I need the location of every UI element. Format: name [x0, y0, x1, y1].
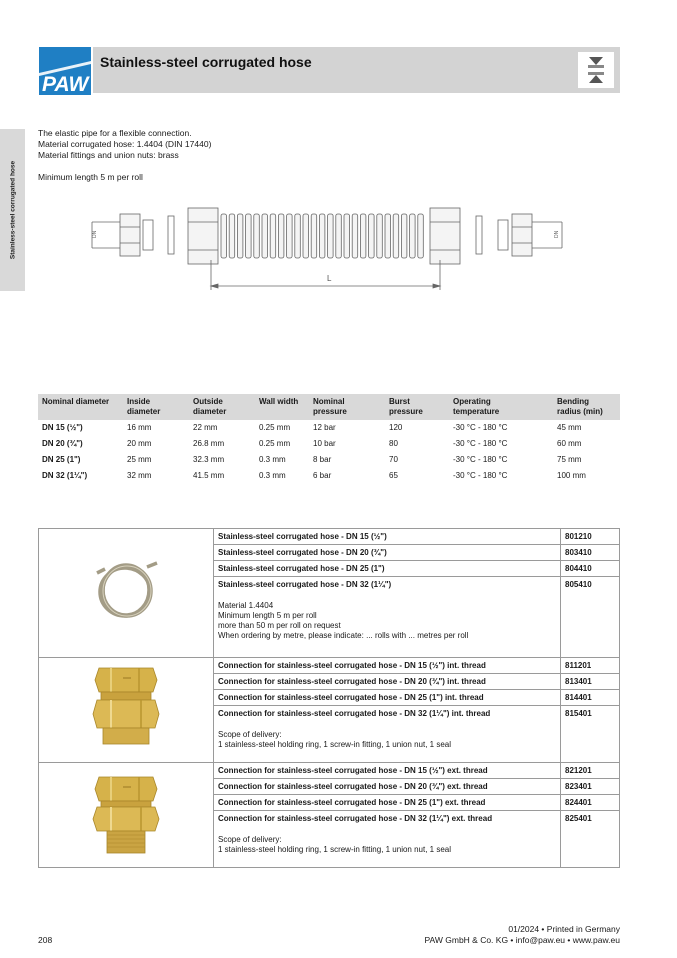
hose-rib — [369, 214, 375, 258]
hose-rib — [319, 214, 325, 258]
intro-line: The elastic pipe for a flexible connection. — [38, 128, 192, 138]
specs-cell: DN 15 (½") — [42, 423, 83, 432]
specs-header-cell: Inside diameter — [123, 394, 189, 420]
article-number: 805410 — [561, 577, 620, 658]
specs-cell: 65 — [389, 471, 398, 480]
specs-cell: 0.25 mm — [259, 439, 291, 448]
specs-cell: -30 °C - 180 °C — [453, 439, 508, 448]
specs-cell: 32.3 mm — [193, 455, 225, 464]
hose-rib — [295, 214, 301, 258]
product-name: Connection for stainless-steel corrugated hose - DN 20 (¾") int. thread — [214, 674, 561, 690]
intro-line: Minimum length 5 m per roll — [38, 172, 143, 182]
side-tab-label: Stainless-steel corrugated hose — [9, 160, 16, 260]
product-row — [39, 529, 620, 545]
product-description — [218, 601, 556, 647]
hose-rib — [410, 214, 416, 258]
dn-label-left: DN — [92, 230, 98, 238]
header-bar — [93, 47, 620, 93]
specs-cell: -30 °C - 180 °C — [453, 455, 508, 464]
specs-cell: 0.25 mm — [259, 423, 291, 432]
hose-rib — [418, 214, 424, 258]
article-number: 811201 — [561, 658, 620, 674]
length-label: L — [327, 274, 332, 283]
product-name: Connection for stainless-steel corrugated hose - DN 32 (1¼") ext. thread — [218, 814, 493, 823]
specs-cell: 41.5 mm — [193, 471, 225, 480]
specs-cell: 6 bar — [313, 471, 332, 480]
hose-rib — [246, 214, 252, 258]
specs-cell: 8 bar — [313, 455, 332, 464]
intro-line: Material fittings and union nuts: brass — [38, 150, 179, 160]
hose-rib — [237, 214, 243, 258]
desc-line: 1 stainless-steel holding ring, 1 screw-in fitting, 1 union nut, 1 seal — [218, 740, 452, 749]
specs-row — [38, 468, 620, 484]
hose-rib — [360, 214, 366, 258]
article-number: 803410 — [561, 545, 620, 561]
desc-line: more than 50 m per roll on request — [218, 621, 341, 630]
page-title: Stainless-steel corrugated hose — [100, 54, 312, 70]
hose-rib — [221, 214, 227, 258]
specs-cell: 75 mm — [557, 455, 582, 464]
product-name: Connection for stainless-steel corrugated hose - DN 32 (1¼") int. thread — [218, 709, 491, 718]
specs-header-cell: Nominal diameter — [38, 394, 123, 420]
hose-rib — [344, 214, 350, 258]
specs-header-cell: Burst pressure — [385, 394, 449, 420]
hose-rib — [328, 214, 334, 258]
specs-header-cell: Wall width — [255, 394, 309, 420]
hose-rib — [352, 214, 358, 258]
product-name: Stainless-steel corrugated hose - DN 20 (¾") — [214, 545, 561, 561]
specs-header-cell: Nominal pressure — [309, 394, 385, 420]
specs-cell: 0.3 mm — [259, 471, 286, 480]
article-number: 823401 — [561, 779, 620, 795]
desc-line: When ordering by metre, please indicate: ... rolls with ... metres per roll — [218, 631, 469, 640]
hose-rib — [229, 214, 235, 258]
article-number: 813401 — [561, 674, 620, 690]
specs-cell: 12 bar — [313, 423, 336, 432]
product-name: Stainless-steel corrugated hose - DN 25 (1") — [214, 561, 561, 577]
footer-line: PAW GmbH & Co. KG • info@paw.eu • www.paw.eu — [424, 935, 620, 945]
specs-header-cell: Operating temperature — [449, 394, 553, 420]
specs-table — [38, 394, 620, 484]
footer-line: 01/2024 • Printed in Germany — [508, 924, 620, 934]
desc-line: Material 1.4404 — [218, 601, 274, 610]
specs-cell: 100 mm — [557, 471, 586, 480]
hose-rib — [393, 214, 399, 258]
specs-cell: DN 25 (1") — [42, 455, 81, 464]
product-name-with-desc — [214, 577, 561, 658]
specs-header-cell: Bending radius (min) — [553, 394, 620, 420]
article-number: 814401 — [561, 690, 620, 706]
specs-header-row — [38, 394, 620, 420]
specs-cell: 0.3 mm — [259, 455, 286, 464]
product-description — [218, 730, 556, 756]
specs-cell: 70 — [389, 455, 398, 464]
hose-drawing — [88, 200, 588, 292]
article-number: 825401 — [561, 811, 620, 868]
desc-line: Minimum length 5 m per roll — [218, 611, 317, 620]
product-name-with-desc — [214, 811, 561, 868]
product-name: Stainless-steel corrugated hose - DN 15 (½") — [214, 529, 561, 545]
specs-row — [38, 420, 620, 436]
hose-rib — [262, 214, 268, 258]
hose-rib — [385, 214, 391, 258]
product-name: Connection for stainless-steel corrugated hose - DN 20 (¾") ext. thread — [214, 779, 561, 795]
specs-cell: 60 mm — [557, 439, 582, 448]
product-name-with-desc — [214, 706, 561, 763]
desc-line: Scope of delivery: — [218, 835, 282, 844]
specs-cell: 26.8 mm — [193, 439, 225, 448]
hose-rib — [401, 214, 407, 258]
hose-rib — [270, 214, 276, 258]
product-description — [218, 835, 556, 861]
specs-cell: 22 mm — [193, 423, 218, 432]
specs-cell: -30 °C - 180 °C — [453, 471, 508, 480]
article-number: 824401 — [561, 795, 620, 811]
specs-cell: 10 bar — [313, 439, 336, 448]
hose-rib — [287, 214, 293, 258]
specs-cell: 16 mm — [127, 423, 152, 432]
product-name: Connection for stainless-steel corrugated hose - DN 15 (½") ext. thread — [214, 763, 561, 779]
footer-imprint — [424, 924, 620, 946]
hose-rib — [278, 214, 284, 258]
hose-category-icon — [578, 52, 614, 88]
specs-cell: 25 mm — [127, 455, 152, 464]
hose-rib — [311, 214, 317, 258]
product-name: Connection for stainless-steel corrugated hose - DN 25 (1") ext. thread — [214, 795, 561, 811]
product-row — [39, 658, 620, 674]
intro-text — [38, 128, 211, 183]
hose-rib — [377, 214, 383, 258]
specs-cell: DN 20 (¾") — [42, 439, 83, 448]
desc-line: 1 stainless-steel holding ring, 1 screw-in fitting, 1 union nut, 1 seal — [218, 845, 452, 854]
product-name: Connection for stainless-steel corrugated hose - DN 15 (½") int. thread — [214, 658, 561, 674]
product-row — [39, 763, 620, 779]
dn-label-right: DN — [554, 230, 560, 238]
desc-line: Scope of delivery: — [218, 730, 282, 739]
products-table — [38, 528, 620, 868]
hose-rib — [336, 214, 342, 258]
product-name: Connection for stainless-steel corrugated hose - DN 25 (1") int. thread — [214, 690, 561, 706]
paw-logo — [39, 47, 91, 95]
intro-line: Material corrugated hose: 1.4404 (DIN 17440) — [38, 139, 212, 149]
specs-cell: -30 °C - 180 °C — [453, 423, 508, 432]
specs-row — [38, 452, 620, 468]
specs-header-cell: Outside diameter — [189, 394, 255, 420]
hose-rib — [303, 214, 309, 258]
product-image-ext-thread — [39, 763, 214, 868]
specs-cell: 80 — [389, 439, 398, 448]
product-image-hose-coil — [39, 529, 214, 658]
hose-rib — [254, 214, 259, 258]
product-name: Stainless-steel corrugated hose - DN 32 (1¼") — [218, 580, 392, 589]
specs-cell: 32 mm — [127, 471, 152, 480]
specs-cell: 120 — [389, 423, 403, 432]
article-number: 821201 — [561, 763, 620, 779]
logo-text: PAW — [42, 73, 89, 95]
specs-cell: 20 mm — [127, 439, 152, 448]
page-number: 208 — [38, 935, 53, 945]
article-number: 804410 — [561, 561, 620, 577]
article-number: 815401 — [561, 706, 620, 763]
article-number: 801210 — [561, 529, 620, 545]
specs-cell: 45 mm — [557, 423, 582, 432]
specs-cell: DN 32 (1¼") — [42, 471, 88, 480]
specs-row — [38, 436, 620, 452]
product-image-int-thread — [39, 658, 214, 763]
